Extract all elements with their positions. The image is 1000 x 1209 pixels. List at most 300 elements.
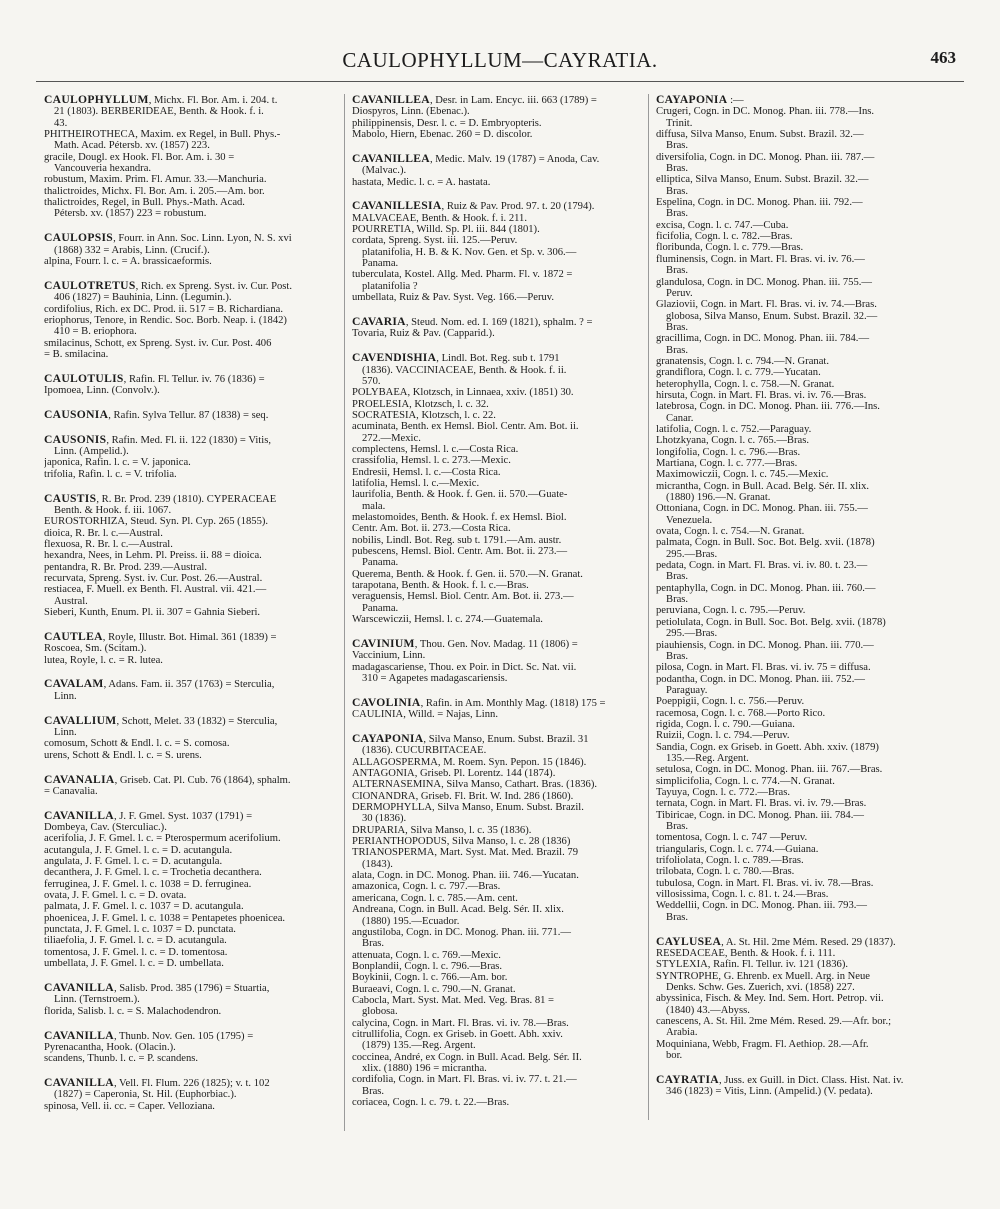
entry-line: latebrosa, Cogn. in DC. Monog. Phan. iii. 776.—Ins.	[656, 401, 880, 413]
entry-line: 272.—Mexic.	[362, 432, 421, 444]
entry-line: Linn. (Ternstroem.).	[54, 994, 140, 1006]
dictionary-entry	[44, 631, 344, 666]
entry-heading-line: CAULOTULIS, Rafin. Fl. Tellur. iv. 76 (1836) =	[44, 372, 265, 385]
entry-heading-line: CAYAPONIA :—	[656, 94, 744, 106]
page-header	[30, 44, 970, 78]
dictionary-entry	[44, 373, 344, 397]
genus-name: CAULOPSIS	[44, 232, 114, 245]
entry-line: ALTERNASEMINA, Silva Manso, Cathart. Bras. (1836).	[352, 779, 598, 791]
entry-line: urens, Schott & Endl. l. c. = S. urens.	[44, 749, 202, 761]
genus-name: CAUSTIS	[44, 492, 97, 505]
entry-line: piauhiensis, Cogn. in DC. Monog. Phan. iii. 770.—	[656, 639, 874, 651]
genus-name: CAVANILLA	[44, 982, 114, 994]
entry-line: longifolia, Cogn. l. c. 796.—Bras.	[656, 446, 801, 458]
entry-line: Bras.	[666, 321, 689, 333]
entry-line: latifolia, Cogn. l. c. 752.—Paraguay.	[656, 423, 812, 435]
entry-heading-line: CAVANILLEA, Desr. in Lam. Encyc. iii. 663 (1789) =	[352, 94, 597, 106]
genus-name: CAVANALIA	[44, 773, 115, 786]
entry-line: ferruginea, J. F. Gmel. l. c. 1038 = D. ferruginea.	[44, 878, 252, 890]
entry-heading-line: CAUSONIA, Rafin. Sylva Tellur. 87 (1838) = seq.	[44, 408, 269, 421]
entry-line: 135.—Reg. Argent.	[666, 752, 749, 764]
genus-name: CAVINIUM	[352, 637, 415, 650]
entry-line: philippinensis, Desr. l. c. = D. Embryopteris.	[352, 117, 542, 129]
entry-line: (1827) = Caperonia, St. Hil. (Euphorbiac.).	[54, 1089, 237, 1101]
entry-line: palmata, Cogn. in Bull. Soc. Bot. Belg. xvii. (1878)	[656, 537, 875, 549]
entry-heading-line: CAVANILLA, Thunb. Nov. Gen. 105 (1795) =	[44, 1029, 254, 1042]
genus-name: CAUSONIA	[44, 408, 109, 421]
dictionary-entry	[44, 409, 344, 421]
entry-line: comosum, Schott & Endl. l. c. = S. comosa.	[44, 738, 230, 750]
entry-line: pubescens, Hemsl. Biol. Centr. Am. Bot. ii. 273.—	[352, 546, 568, 558]
entry-line: tiliaefolia, J. F. Gmel. l. c. = D. acutangula.	[44, 935, 227, 947]
dictionary-entry	[352, 697, 652, 721]
entry-heading-line: CAUTLEA, Royle, Illustr. Bot. Himal. 361 (1839) =	[44, 630, 277, 643]
entry-line: Ipomoea, Linn. (Convolv.).	[44, 385, 160, 397]
entry-line: Martiana, Cogn. l. c. 777.—Bras.	[656, 458, 798, 469]
entry-line: tomentosa, Cogn. l. c. 747 —Peruv.	[656, 832, 808, 844]
column-2	[352, 94, 652, 1121]
entry-line: globosa, Silva Manso, Enum. Subst. Brazil. 32.—	[666, 310, 878, 322]
entry-line: Panama.	[362, 557, 399, 569]
entry-line: cordifolia, Cogn. in Mart. Fl. Bras. vi. iv. 77. t. 21.—	[352, 1074, 577, 1086]
entry-line: scandens, Thunb. l. c. = P. scandens.	[44, 1053, 199, 1065]
entry-line: Paraguay.	[666, 684, 708, 696]
entry-line: nobilis, Lindl. Bot. Reg. sub t. 1791.—Am. austr.	[352, 534, 562, 546]
entry-line: hexandra, Nees, in Lehm. Pl. Preiss. ii. 88 = dioica.	[44, 550, 262, 562]
entry-line: cordata, Spreng. Syst. iii. 125.—Peruv.	[352, 235, 518, 247]
dictionary-entry	[44, 232, 344, 267]
dictionary-entry	[44, 810, 344, 970]
entry-line: tuberculata, Kostel. Allg. Med. Pharm. Fl. v. 1872 =	[352, 269, 573, 281]
entry-line: (1836). CUCURBITACEAE.	[362, 745, 487, 757]
entry-line: Peruv.	[666, 287, 693, 299]
entry-line: Glaziovii, Cogn. in Mart. Fl. Bras. vi. iv. 74.—Bras.	[656, 299, 877, 311]
dictionary-entry	[656, 94, 956, 923]
entry-line: pentaphylla, Cogn. in DC. Monog. Phan. iii. 760.—	[656, 582, 876, 594]
entry-line: POLYBAEA, Klotzsch, in Linnaea, xxiv. (1851) 30.	[352, 387, 574, 399]
entry-line: pedata, Cogn. in Mart. Fl. Bras. vi. iv. 80. t. 23.—	[656, 560, 868, 572]
entry-line: lutea, Royle, l. c. = R. lutea.	[44, 654, 163, 666]
entry-line: 346 (1823) = Vitis, Linn. (Ampelid.) (V. pedata).	[666, 1086, 873, 1098]
dictionary-entry	[44, 493, 344, 619]
entry-line: acutangula, J. F. Gmel. l. c. = D. acutangula.	[44, 844, 233, 856]
entry-line: angustiloba, Cogn. in DC. Monog. Phan. iii. 771.—	[352, 926, 571, 938]
entry-line: tarapotana, Benth. & Hook. f. l. c.—Bras.	[352, 580, 529, 592]
entry-line: madagascariense, Thou. ex Poir. in Dict. Sc. Nat. vii.	[352, 661, 577, 673]
entry-line: Math. Acad. Pétersb. xv. (1857) 223.	[54, 140, 210, 152]
entry-line: Trinit.	[666, 117, 693, 129]
entry-line: Crugeri, Cogn. in DC. Monog. Phan. iii. 778.—Ins.	[656, 106, 875, 118]
entry-line: Linn.	[54, 690, 77, 702]
entry-heading-line: CAVARIA, Steud. Nom. ed. I. 169 (1821), sphalm. ? =	[352, 316, 593, 328]
entry-line: thalictroides, Regel, in Bull. Phys.-Math. Acad.	[44, 197, 245, 209]
entry-line: Warscewiczii, Hemsl. l. c. 274.—Guatemala.	[352, 614, 543, 626]
entry-line: = B. smilacina.	[44, 348, 109, 360]
entry-line: Bras.	[362, 938, 385, 950]
entry-line: Espelina, Cogn. in DC. Monog. Phan. iii. 792.—	[656, 197, 863, 209]
entry-line: trifoliolata, Cogn. l. c. 789.—Bras.	[656, 855, 804, 867]
entry-line: xlix. (1880) 196 = micrantha.	[362, 1062, 487, 1074]
column-3	[656, 94, 956, 1110]
dictionary-entry	[44, 678, 344, 702]
entry-line: Panama.	[362, 258, 399, 270]
entry-heading-line: CAULOPHYLLUM, Michx. Fl. Bor. Am. i. 204. t.	[44, 94, 278, 106]
entry-line: glandulosa, Cogn. in DC. Monog. Phan. iii. 755.—	[656, 276, 872, 288]
entry-line: PERIANTHOPODUS, Silva Manso, l. c. 28 (1836)	[352, 836, 571, 848]
column-divider	[344, 94, 345, 1131]
entry-line: Tibiricae, Cogn. in DC. Monog. Phan. iii. 784.—	[656, 809, 864, 821]
entry-line: PROELESIA, Klotzsch, l. c. 32.	[352, 398, 489, 410]
entry-line: POURRETIA, Willd. Sp. Pl. iii. 844 (1801).	[352, 224, 540, 236]
entry-heading-line: CAUSONIS, Rafin. Med. Fl. ii. 122 (1830) = Vitis,	[44, 433, 271, 446]
entry-heading-line: CAVENDISHIA, Lindl. Bot. Reg. sub t. 1791	[352, 352, 560, 365]
entry-line: rigida, Cogn. l. c. 790.—Guiana.	[656, 718, 795, 730]
entry-line: floribunda, Cogn. l. c. 779.—Bras.	[656, 242, 804, 254]
entry-line: Bras.	[362, 1085, 385, 1097]
entry-line: Bonplandii, Cogn. l. c. 796.—Bras.	[352, 960, 503, 972]
entry-line: Benth. & Hook. f. iii. 1067.	[54, 504, 172, 516]
dictionary-entry	[352, 200, 652, 303]
column-divider	[648, 94, 649, 1120]
entry-line: alpina, Fourr. l. c. = A. brassicaeformis.	[44, 255, 212, 267]
entry-line: Vancouveria hexandra.	[54, 163, 152, 175]
entry-heading-line: CAVANILLESIA, Ruiz & Pav. Prod. 97. t. 20 (1794).	[352, 200, 595, 213]
entry-line: CIONANDRA, Griseb. Fl. Brit. W. Ind. 286 (1860).	[352, 790, 574, 802]
entry-heading-line: CAVANALIA, Griseb. Cat. Pl. Cub. 76 (1864), sphalm.	[44, 773, 291, 786]
entry-line: gracillima, Cogn. in DC. Monog. Phan. iii. 784.—	[656, 333, 870, 345]
dictionary-entry	[352, 316, 652, 340]
entry-line: triangularis, Cogn. l. c. 774.—Guiana.	[656, 843, 819, 855]
genus-name: CAVOLINIA	[352, 696, 421, 709]
entry-heading-line: CAVOLINIA, Rafin. in Am. Monthly Mag. (1818) 175 =	[352, 696, 606, 709]
entry-line: Diospyros, Linn. (Ebenac.).	[352, 106, 470, 118]
dictionary-entry	[44, 982, 344, 1017]
dictionary-entry	[352, 352, 652, 625]
entry-line: heterophylla, Cogn. l. c. 758.—N. Granat.	[656, 378, 835, 390]
entry-line: EUROSTORHIZA, Steud. Syn. Pl. Cyp. 265 (1855).	[44, 516, 269, 528]
entry-line: Centr. Am. Bot. ii. 273.—Costa Rica.	[352, 523, 511, 535]
entry-line: thalictroides, Michx. Fl. Bor. Am. i. 205.—Am. bor.	[44, 185, 265, 197]
entry-line: canescens, A. St. Hil. 2me Mém. Resed. 29.—Afr. bor.;	[656, 1016, 892, 1027]
entry-line: (1843).	[362, 858, 393, 870]
dictionary-entry	[656, 936, 956, 1062]
entry-line: Arabia.	[666, 1027, 698, 1039]
entry-line: 570.	[362, 375, 381, 387]
entry-line: 310 = Agapetes madagascariensis.	[362, 672, 508, 684]
entry-line: coccinea, André, ex Cogn. in Bull. Acad. Belg. Sér. II.	[352, 1051, 582, 1063]
entry-line: angulata, J. F. Gmel. l. c. = D. acutangula.	[44, 856, 223, 868]
genus-name: CAVANILLESIA	[352, 200, 442, 213]
dictionary-entry	[44, 1077, 344, 1112]
dictionary-entry	[656, 1074, 956, 1098]
entry-line: Buraeavi, Cogn. l. c. 790.—N. Granat.	[352, 983, 516, 995]
dictionary-entry	[44, 1030, 344, 1065]
entry-line: Roscoea, Sm. (Scitam.).	[44, 643, 147, 655]
entry-line: podantha, Cogn. in DC. Monog. Phan. iii. 752.—	[656, 673, 865, 685]
entry-line: Poeppigii, Cogn. l. c. 756.—Peruv.	[656, 696, 805, 708]
entry-line: micrantha, Cogn. in Bull. Acad. Belg. Sér. II. xlix.	[656, 480, 870, 492]
entry-heading-line: CAUSTIS, R. Br. Prod. 239 (1810). CYPERACEAE	[44, 492, 277, 505]
entry-line: Bras.	[666, 594, 689, 606]
entry-line: veraguensis, Hemsl. Biol. Centr. Am. Bot. ii. 273.—	[352, 591, 574, 603]
entry-line: umbellata, J. F. Gmel. l. c. = D. umbellata.	[44, 958, 224, 970]
dictionary-entry	[44, 774, 344, 798]
entry-line: ANTAGONIA, Griseb. Pl. Lorentz. 144 (1874).	[352, 768, 556, 780]
entry-line: 295.—Bras.	[666, 548, 718, 560]
entry-heading-line: CAYLUSEA, A. St. Hil. 2me Mém. Resed. 29 (1837).	[656, 935, 896, 948]
entry-line: granatensis, Cogn. l. c. 794.—N. Granat.	[656, 355, 829, 367]
genus-name: CAUSONIS	[44, 433, 107, 446]
genus-name: CAYRATIA	[656, 1073, 719, 1086]
entry-line: fluminensis, Cogn. in Mart. Fl. Bras. vi. iv. 76.—	[656, 253, 865, 265]
entry-line: Linn. (Ampelid.).	[54, 446, 129, 458]
dictionary-entry	[44, 715, 344, 761]
entry-line: crassifolia, Hemsl. l. c. 273.—Mexic.	[352, 455, 511, 467]
entry-line: Bras.	[666, 265, 689, 277]
entry-line: RESEDACEAE, Benth. & Hook. f. i. 111.	[656, 947, 836, 959]
entry-line: Pyrenacantha, Hook. (Olacin.).	[44, 1041, 176, 1053]
entry-line: villosissima, Cogn. l. c. 81. t. 24.—Bras.	[656, 889, 829, 901]
entry-line: americana, Cogn. l. c. 785.—Am. cent.	[352, 892, 518, 904]
entry-line: phoenicea, J. F. Gmel. l. c. 1038 = Pentapetes phoenicea.	[44, 912, 286, 924]
genus-name: CAVANILLEA	[352, 152, 430, 165]
entry-line: Bras.	[666, 344, 689, 356]
entry-line: Sandia, Cogn. ex Griseb. in Goett. Abh. xxiv. (1879)	[656, 741, 879, 753]
entry-line: Tovaria, Ruiz & Pav. (Capparid.).	[352, 328, 495, 340]
entry-heading-line: CAVANILLA, Vell. Fl. Flum. 226 (1825); v. t. 102	[44, 1077, 270, 1090]
entry-heading-line: CAYRATIA, Juss. ex Guill. in Dict. Class. Hist. Nat. iv.	[656, 1073, 904, 1086]
entry-line: PHITHEIROTHECA, Maxim. ex Regel, in Bull. Phys.-	[44, 129, 281, 141]
entry-line: Bras.	[666, 571, 689, 583]
dictionary-entry	[44, 434, 344, 480]
genus-name: CAVARIA	[352, 316, 406, 328]
entry-line: alata, Cogn. in DC. Monog. Phan. iii. 746.—Yucatan.	[352, 870, 579, 882]
entry-line: 30 (1836).	[362, 813, 407, 825]
entry-line: calycina, Cogn. in Mart. Fl. Bras. vi. iv. 78.—Bras.	[352, 1017, 569, 1029]
entry-line: peruviana, Cogn. l. c. 795.—Peruv.	[656, 605, 806, 617]
entry-line: Sieberi, Kunth, Enum. Pl. ii. 307 = Gahnia Sieberi.	[44, 607, 261, 619]
dictionary-entry	[352, 94, 652, 140]
genus-name: CAVANILLA	[44, 1029, 114, 1042]
entry-line: Austral.	[54, 595, 88, 607]
dictionary-entry	[352, 153, 652, 188]
entry-line: Andreana, Cogn. in Bull. Acad. Belg. Sér. II. xlix.	[352, 904, 564, 916]
entry-line: Maximowiczii, Cogn. l. c. 745.—Mexic.	[656, 469, 829, 481]
dictionary-entry	[44, 280, 344, 360]
entry-line: dioica, R. Br. l. c.—Austral.	[44, 527, 163, 539]
entry-line: bor.	[666, 1050, 683, 1062]
entry-line: florida, Salisb. l. c. = S. Malachodendron.	[44, 1005, 222, 1017]
entry-line: Vaccinium, Linn.	[352, 650, 426, 662]
genus-name: CAYAPONIA	[352, 733, 424, 745]
entry-line: setulosa, Cogn. in DC. Monog. Phan. iii. 767.—Bras.	[656, 764, 883, 776]
entry-line: diffusa, Silva Manso, Enum. Subst. Brazil. 32.—	[656, 129, 864, 141]
entry-line: = Canavalia.	[44, 785, 98, 797]
entry-line: CAULINIA, Willd. = Najas, Linn.	[352, 709, 498, 721]
entry-line: mala.	[362, 500, 386, 512]
entry-heading-line: CAVINIUM, Thou. Gen. Nov. Madag. 11 (1806) =	[352, 637, 578, 650]
dictionary-entry	[352, 733, 652, 1108]
entry-line: pilosa, Cogn. in Mart. Fl. Bras. vi. iv. 75 = diffusa.	[656, 662, 871, 674]
entry-line: amazonica, Cogn. l. c. 797.—Bras.	[352, 881, 501, 893]
genus-name: CAVANILLA	[44, 809, 114, 822]
entry-line: DERMOPHYLLA, Silva Manso, Enum. Subst. Brazil.	[352, 802, 584, 814]
genus-name: CAVALLIUM	[44, 714, 117, 727]
genus-name: CAVENDISHIA	[352, 352, 437, 365]
entry-line: ALLAGOSPERMA, M. Roem. Syn. Pepon. 15 (1846).	[352, 756, 587, 768]
genus-name: CAULOPHYLLUM	[44, 94, 149, 106]
entry-line: latifolia, Hemsl. l. c.—Mexic.	[352, 477, 480, 489]
entry-line: melastomoides, Benth. & Hook. f. ex Hemsl. Biol.	[352, 512, 567, 523]
entry-heading-line: CAVALAM, Adans. Fam. ii. 357 (1763) = Sterculia,	[44, 678, 275, 691]
entry-line: umbellata, Ruiz & Pav. Syst. Veg. 166.—Peruv.	[352, 292, 555, 304]
entry-line: Ruizii, Cogn. l. c. 794.—Peruv.	[656, 730, 790, 742]
entry-line: globosa.	[362, 1006, 398, 1018]
entry-line: acuminata, Benth. ex Hemsl. Biol. Centr. Am. Bot. ii.	[352, 421, 579, 433]
entry-line: japonica, Rafin. l. c. = V. japonica.	[44, 457, 191, 469]
entry-line: palmata, J. F. Gmel. l. c. 1037 = D. acutangula.	[44, 901, 244, 913]
genus-name: CAYLUSEA	[656, 935, 722, 948]
entry-line: coriacea, Cogn. l. c. 79. t. 22.—Bras.	[352, 1097, 510, 1108]
entry-line: ficifolia, Cogn. l. c. 782.—Bras.	[656, 231, 793, 243]
entry-line: restiacea, F. Muell. ex Benth. Fl. Austral. vii. 421.—	[44, 584, 267, 596]
dictionary-entry	[352, 638, 652, 684]
entry-line: ternata, Cogn. in Mart. Fl. Bras. vi. iv. 79.—Bras.	[656, 798, 867, 810]
entry-line: decanthera, J. F. Gmel. l. c. = Trochetia decanthera.	[44, 867, 262, 879]
entry-line: Boykinii, Cogn. l. c. 766.—Am. bor.	[352, 972, 508, 984]
entry-line: TRIANOSPERMA, Mart. Syst. Mat. Med. Brazil. 79	[352, 847, 578, 859]
entry-line: (1880) 196.—N. Granat.	[666, 492, 771, 504]
entry-line: diversifolia, Cogn. in DC. Monog. Phan. iii. 787.—	[656, 151, 875, 163]
entry-heading-line: CAVANILLEA, Medic. Malv. 19 (1787) = Anoda, Cav.	[352, 152, 600, 165]
entry-line: trifolia, Rafin. l. c. = V. trifolia.	[44, 468, 177, 480]
entry-line: citrullifolia, Cogn. ex Griseb. in Goett. Abh. xxiv.	[352, 1028, 563, 1040]
entry-line: Bras.	[666, 821, 689, 832]
entry-line: tubulosa, Cogn. in Mart. Fl. Bras. vi. iv. 78.—Bras.	[656, 877, 874, 889]
entry-heading-line: CAULOPSIS, Fourr. in Ann. Soc. Linn. Lyon, N. S. xvi	[44, 232, 292, 245]
entry-line: (1840) 43.—Abyss.	[666, 1004, 750, 1016]
entry-line: 295.—Bras.	[666, 628, 718, 640]
entry-line: Bras.	[666, 650, 689, 662]
entry-line: Tayuya, Cogn. l. c. 772.—Bras.	[656, 786, 791, 798]
entry-heading-line: CAULOTRETUS, Rich. ex Spreng. Syst. iv. Cur. Post.	[44, 279, 293, 292]
entry-line: Canar.	[666, 412, 694, 424]
entry-line: tomentosa, J. F. Gmel. l. c. = D. tomentosa.	[44, 946, 228, 958]
genus-name: CAVANILLEA	[352, 94, 430, 106]
genus-name: CAYAPONIA	[656, 94, 728, 106]
entry-line: eriophorus, Tenore, in Rendic. Soc. Borb. Neap. i. (1842)	[44, 314, 287, 326]
entry-line: Weddellii, Cogn. in DC. Monog. Phan. iii. 793.—	[656, 900, 868, 912]
entry-line: laurifolia, Benth. & Hook. f. Gen. ii. 570.—Guate-	[352, 489, 568, 501]
entry-line: Bras.	[666, 208, 689, 220]
entry-line: Bras.	[666, 911, 689, 923]
dictionary-entry	[44, 94, 344, 220]
entry-line: ovata, J. F. Gmel. l. c. = D. ovata.	[44, 890, 187, 902]
entry-line: excisa, Cogn. l. c. 747.—Cuba.	[656, 219, 789, 231]
entry-line: MALVACEAE, Benth. & Hook. f. i. 211.	[352, 212, 527, 224]
entry-line: Endresii, Hemsl. l. c.—Costa Rica.	[352, 466, 501, 478]
entry-line: Mabolo, Hiern, Ebenac. 260 = D. discolor.	[352, 129, 533, 141]
column-1	[44, 94, 344, 1125]
entry-line: simplicifolia, Cogn. l. c. 774.—N. Granat.	[656, 775, 835, 787]
entry-line: acerifolia, J. F. Gmel. l. c. = Pterospermum acerifolium.	[44, 833, 281, 845]
entry-line: (Malvac.).	[362, 165, 407, 177]
entry-line: hastata, Medic. l. c. = A. hastata.	[352, 176, 491, 188]
genus-name: CAVALAM	[44, 678, 104, 691]
entry-line: abyssinica, Fisch. & Mey. Ind. Sem. Hort. Petrop. vii.	[656, 993, 884, 1005]
entry-line: spinosa, Vell. ii. cc. = Caper. Velloziana.	[44, 1100, 215, 1112]
genus-name: CAVANILLA	[44, 1077, 114, 1090]
entry-line: 410 = B. eriophora.	[54, 326, 137, 338]
entry-heading-line: CAVANILLA, J. F. Gmel. Syst. 1037 (1791) =	[44, 809, 253, 822]
entry-line: trilobata, Cogn. l. c. 780.—Bras.	[656, 866, 795, 878]
entry-line: SOCRATESIA, Klotzsch, l. c. 22.	[352, 409, 496, 421]
genus-name: CAULOTRETUS	[44, 279, 136, 292]
entry-line: platanifolia ?	[362, 280, 418, 292]
genus-name: CAULOTULIS	[44, 372, 124, 385]
entry-line: punctata, J. F. Gmel. l. c. 1037 = D. punctata.	[44, 924, 236, 936]
genus-name: CAUTLEA	[44, 630, 103, 643]
entry-line: Cabocla, Mart. Syst. Mat. Med. Veg. Bras. 81 =	[352, 994, 555, 1006]
entry-line: DRUPARIA, Silva Manso, l. c. 35 (1836).	[352, 824, 532, 836]
entry-line: grandiflora, Cogn. l. c. 779.—Yucatan.	[656, 367, 821, 379]
entry-line: ovata, Cogn. l. c. 754.—N. Granat.	[656, 526, 805, 538]
entry-line: Linn.	[54, 726, 77, 738]
entry-heading-line: CAVANILLA, Salisb. Prod. 385 (1796) = Stuartia,	[44, 982, 270, 994]
entry-line: 21 (1803). BERBERIDEAE, Benth. & Hook. f. i.	[54, 106, 264, 118]
entry-line: robustum, Maxim. Prim. Fl. Amur. 33.—Manchuria.	[44, 174, 267, 186]
entry-line: Panama.	[362, 602, 399, 614]
entry-line: Venezuela.	[666, 514, 713, 526]
entry-line: Querema, Benth. & Hook. f. Gen. ii. 570.—N. Granat.	[352, 568, 583, 580]
entry-line: flexuosa, R. Br. l. c.—Austral.	[44, 539, 173, 550]
entry-line: cordifolius, Rich. ex DC. Prod. ii. 517 = B. Richardiana.	[44, 303, 284, 315]
entry-line: elliptica, Silva Manso, Enum. Subst. Brazil. 32.—	[656, 174, 869, 186]
entry-line: gracile, Dougl. ex Hook. Fl. Bor. Am. i. 30 =	[44, 151, 235, 163]
entry-line: (1836). VACCINIACEAE, Benth. & Hook. f. ii.	[362, 364, 567, 376]
entry-line: SYNTROPHE, G. Ehrenb. ex Muell. Arg. in Neue	[656, 970, 871, 982]
entry-line: Bras.	[666, 185, 689, 197]
entry-line: Lhotzkyana, Cogn. l. c. 765.—Bras.	[656, 435, 809, 447]
entry-line: Dombeya, Cav. (Sterculiac.).	[44, 822, 167, 834]
entry-line: 406 (1827) = Bauhinia, Linn. (Legumin.).	[54, 292, 232, 304]
entry-line: Pétersb. xv. (1857) 223 = robustum.	[54, 208, 207, 220]
entry-heading-line: CAYAPONIA, Silva Manso, Enum. Subst. Brazil. 31	[352, 733, 589, 745]
entry-heading-line: CAVALLIUM, Schott, Melet. 33 (1832) = Sterculia,	[44, 714, 278, 727]
entry-line: recurvata, Spreng. Syst. iv. Cur. Post. 26.—Austral.	[44, 573, 263, 585]
entry-line: smilacinus, Schott, ex Spreng. Syst. iv. Cur. Post. 406	[44, 337, 272, 349]
entry-line: (1880) 195.—Ecuador.	[362, 915, 460, 927]
entry-line: Moquiniana, Webb, Fragm. Fl. Aethiop. 28.—Afr.	[656, 1038, 869, 1050]
entry-line: Bras.	[666, 163, 689, 175]
entry-line: Ottoniana, Cogn. in DC. Monog. Phan. iii. 755.—	[656, 503, 868, 515]
page-number: 463	[930, 48, 956, 67]
entry-line: Bras.	[666, 140, 689, 152]
entry-line: 43.	[54, 117, 68, 129]
entry-line: (1868) 332 = Arabis, Linn. (Crucif.).	[54, 244, 210, 256]
entry-line: pentandra, R. Br. Prod. 239.—Austral.	[44, 561, 208, 573]
header-rule	[36, 81, 964, 82]
entry-line: STYLEXIA, Rafin. Fl. Tellur. iv. 121 (1836).	[656, 959, 848, 971]
entry-line: Denks. Schw. Ges. Zuerich, xvi. (1858) 227.	[666, 981, 855, 993]
entry-line: petiolulata, Cogn. in Bull. Soc. Bot. Belg. xvii. (1878)	[656, 616, 886, 628]
entry-line: attenuata, Cogn. l. c. 769.—Mexic.	[352, 949, 501, 961]
entry-line: (1879) 135.—Reg. Argent.	[362, 1040, 476, 1052]
entry-line: racemosa, Cogn. l. c. 768.—Porto Rico.	[656, 707, 826, 719]
entry-line: platanifolia, H. B. & K. Nov. Gen. et Sp. v. 306.—	[362, 246, 577, 258]
entry-line: complectens, Hemsl. l. c.—Costa Rica.	[352, 443, 519, 455]
running-title: CAULOPHYLLUM—CAYRATIA.	[342, 48, 658, 72]
